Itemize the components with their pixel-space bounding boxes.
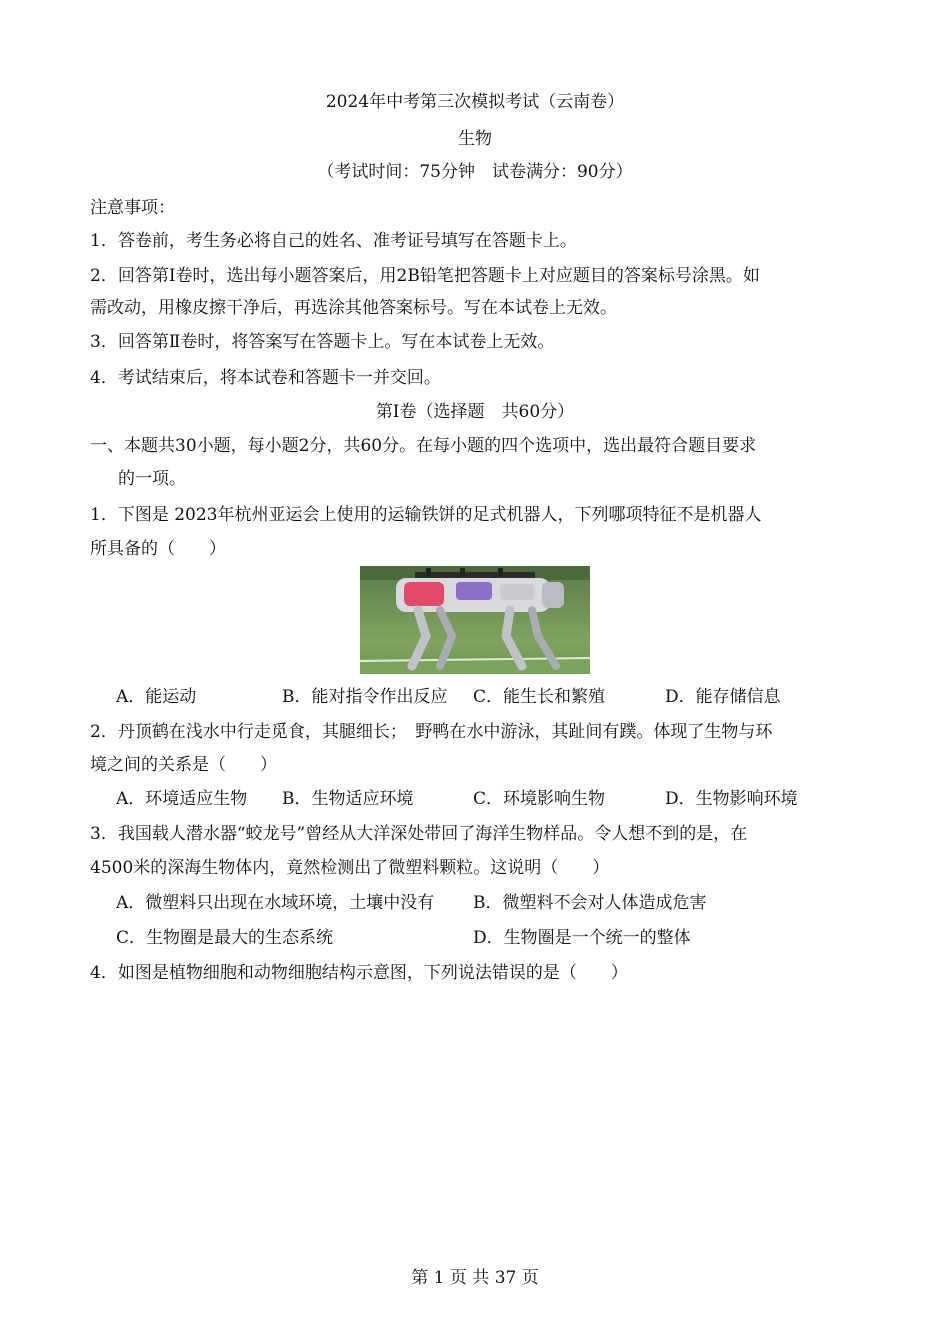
subject-title: 生物 xyxy=(458,129,492,149)
section-title: 第Ⅰ卷（选择题 共60分） xyxy=(375,402,575,422)
robot-dog-illustration xyxy=(360,566,590,674)
option-1c: C．能生长和繁殖 xyxy=(473,687,606,707)
option-1b: B．能对指令作出反应 xyxy=(282,687,448,707)
exam-info: （考试时间：75分钟 试卷满分：90分） xyxy=(317,162,633,182)
robot-dog-photo xyxy=(360,566,590,674)
question-1-stem: 1．下图是 2023年杭州亚运会上使用的运输铁饼的足式机器人，下列哪项特征不是机器人 xyxy=(90,505,762,525)
option-2d: D．生物影响环境 xyxy=(665,789,798,809)
option-2b: B．生物适应环境 xyxy=(282,789,414,809)
note-item: 4．考试结束后，将本试卷和答题卡一并交回。 xyxy=(90,368,441,388)
question-3-stem-cont: 4500米的深海生物体内，竟然检测出了微塑料颗粒。这说明（ ） xyxy=(90,858,610,878)
notes-heading: 注意事项： xyxy=(90,198,175,218)
page-footer: 第 1 页 共 37 页 xyxy=(411,1268,539,1288)
question-1-stem-cont: 所具备的（ ） xyxy=(90,539,226,559)
note-item: 1．答卷前，考生务必将自己的姓名、准考证号填写在答题卡上。 xyxy=(90,231,577,251)
note-item: 2．回答第Ⅰ卷时，选出每小题答案后，用2B铅笔把答题卡上对应题目的答案标号涂黑。如 xyxy=(90,266,760,286)
question-2-stem-cont: 境之间的关系是（ ） xyxy=(90,755,277,775)
option-1a: A．能运动 xyxy=(116,687,197,707)
option-3a: A．微塑料只出现在水域环境，土壤中没有 xyxy=(116,893,435,913)
option-3b: B．微塑料不会对人体造成危害 xyxy=(473,893,707,913)
note-item: 3．回答第Ⅱ卷时，将答案写在答题卡上。写在本试卷上无效。 xyxy=(90,332,555,352)
option-2a: A．环境适应生物 xyxy=(116,789,248,809)
option-1d: D．能存储信息 xyxy=(665,687,781,707)
option-2c: C．环境影响生物 xyxy=(473,789,606,809)
question-3-stem: 3．我国载人潜水器“蛟龙号”曾经从大洋深处带回了海洋生物样品。令人想不到的是，在 xyxy=(90,824,748,844)
question-2-stem: 2．丹顶鹤在浅水中行走觅食，其腿细长； 野鸭在水中游泳，其趾间有蹼。体现了生物与环 xyxy=(90,722,773,742)
note-item: 需改动，用橡皮擦干净后，再选涂其他答案标号。写在本试卷上无效。 xyxy=(90,298,617,318)
section-instruction: 一、本题共30小题，每小题2分，共60分。在每小题的四个选项中，选出最符合题目要求 xyxy=(90,436,757,456)
exam-title: 2024年中考第三次模拟考试（云南卷） xyxy=(325,92,625,112)
question-4-stem: 4．如图是植物细胞和动物细胞结构示意图，下列说法错误的是（ ） xyxy=(90,963,628,983)
section-instruction-cont: 的一项。 xyxy=(118,469,186,489)
option-3d: D．生物圈是一个统一的整体 xyxy=(473,928,691,948)
option-3c: C．生物圈是最大的生态系统 xyxy=(116,928,334,948)
